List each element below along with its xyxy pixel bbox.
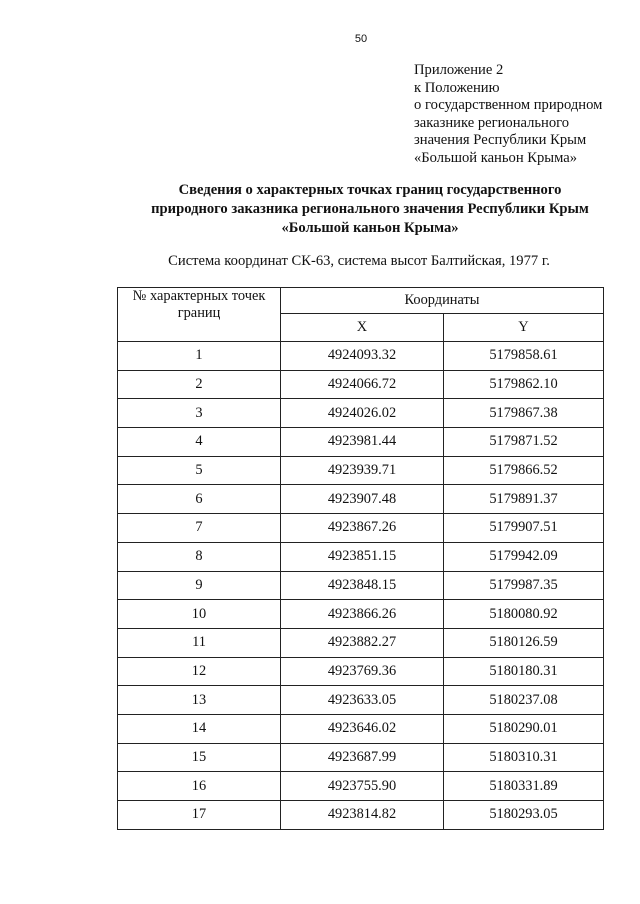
x-coordinate-cell: 4924066.72 bbox=[281, 370, 444, 399]
y-coordinate-cell: 5179942.09 bbox=[444, 542, 604, 571]
header-y: Y bbox=[444, 314, 604, 342]
y-coordinate-cell: 5179862.10 bbox=[444, 370, 604, 399]
point-number-cell: 7 bbox=[118, 514, 281, 543]
annex-block bbox=[414, 62, 634, 168]
title-line: природного заказника регионального значения Республики Крым bbox=[151, 201, 589, 217]
x-coordinate-cell: 4923851.15 bbox=[281, 542, 444, 571]
x-coordinate-cell: 4923646.02 bbox=[281, 714, 444, 743]
table-row bbox=[118, 628, 604, 657]
point-number-cell: 10 bbox=[118, 600, 281, 629]
point-number-cell: 4 bbox=[118, 428, 281, 457]
point-number-cell: 1 bbox=[118, 342, 281, 371]
point-number-cell: 6 bbox=[118, 485, 281, 514]
y-coordinate-cell: 5180293.05 bbox=[444, 801, 604, 830]
x-coordinate-cell: 4923866.26 bbox=[281, 600, 444, 629]
x-coordinate-cell: 4924093.32 bbox=[281, 342, 444, 371]
x-coordinate-cell: 4923867.26 bbox=[281, 514, 444, 543]
annex-line: «Большой каньон Крыма» bbox=[414, 149, 578, 166]
title-line: «Большой каньон Крыма» bbox=[281, 220, 459, 236]
table-row bbox=[118, 600, 604, 629]
x-coordinate-cell: 4923633.05 bbox=[281, 686, 444, 715]
point-number-cell: 14 bbox=[118, 714, 281, 743]
table-row bbox=[118, 686, 604, 715]
point-number-cell: 15 bbox=[118, 743, 281, 772]
table-row bbox=[118, 342, 604, 371]
y-coordinate-cell: 5179891.37 bbox=[444, 485, 604, 514]
header-point-number: № характерных точек границ bbox=[118, 288, 281, 342]
y-coordinate-cell: 5179987.35 bbox=[444, 571, 604, 600]
table-row bbox=[118, 542, 604, 571]
table-row bbox=[118, 485, 604, 514]
x-coordinate-cell: 4923755.90 bbox=[281, 772, 444, 801]
y-coordinate-cell: 5179907.51 bbox=[444, 514, 604, 543]
x-coordinate-cell: 4924026.02 bbox=[281, 399, 444, 428]
point-number-cell: 12 bbox=[118, 657, 281, 686]
y-coordinate-cell: 5180080.92 bbox=[444, 600, 604, 629]
annex-line: Приложение 2 bbox=[414, 62, 504, 78]
table-row bbox=[118, 657, 604, 686]
point-number-cell: 11 bbox=[118, 628, 281, 657]
x-coordinate-cell: 4923687.99 bbox=[281, 743, 444, 772]
x-coordinate-cell: 4923882.27 bbox=[281, 628, 444, 657]
table-row bbox=[118, 571, 604, 600]
y-coordinate-cell: 5179867.38 bbox=[444, 399, 604, 428]
table-row bbox=[118, 801, 604, 830]
table-row bbox=[118, 456, 604, 485]
table-row bbox=[118, 399, 604, 428]
header-x: X bbox=[281, 314, 444, 342]
point-number-cell: 9 bbox=[118, 571, 281, 600]
table-row bbox=[118, 714, 604, 743]
x-coordinate-cell: 4923907.48 bbox=[281, 485, 444, 514]
y-coordinate-cell: 5180331.89 bbox=[444, 772, 604, 801]
coordinates-table bbox=[117, 287, 604, 830]
x-coordinate-cell: 4923848.15 bbox=[281, 571, 444, 600]
y-coordinate-cell: 5180310.31 bbox=[444, 743, 604, 772]
x-coordinate-cell: 4923939.71 bbox=[281, 456, 444, 485]
table-body bbox=[118, 342, 604, 830]
y-coordinate-cell: 5179871.52 bbox=[444, 428, 604, 457]
y-coordinate-cell: 5179866.52 bbox=[444, 456, 604, 485]
point-number-cell: 3 bbox=[118, 399, 281, 428]
point-number-cell: 8 bbox=[118, 542, 281, 571]
y-coordinate-cell: 5180126.59 bbox=[444, 628, 604, 657]
table-row bbox=[118, 772, 604, 801]
table-row bbox=[118, 514, 604, 543]
point-number-cell: 13 bbox=[118, 686, 281, 715]
x-coordinate-cell: 4923814.82 bbox=[281, 801, 444, 830]
coordinate-system-note: Система координат СК-63, система высот Балтийская, 1977 г. bbox=[168, 253, 550, 269]
table-row bbox=[118, 428, 604, 457]
x-coordinate-cell: 4923769.36 bbox=[281, 657, 444, 686]
annex-line: к Положению bbox=[414, 79, 500, 96]
annex-line: о государственном природном bbox=[414, 97, 603, 114]
table-row bbox=[118, 370, 604, 399]
y-coordinate-cell: 5180180.31 bbox=[444, 657, 604, 686]
document-title bbox=[0, 181, 640, 238]
point-number-cell: 5 bbox=[118, 456, 281, 485]
header-coordinates: Координаты bbox=[281, 288, 604, 314]
x-coordinate-cell: 4923981.44 bbox=[281, 428, 444, 457]
page-number: 50 bbox=[354, 33, 368, 45]
point-number-cell: 17 bbox=[118, 801, 281, 830]
title-line: Сведения о характерных точках границ государственного bbox=[178, 182, 562, 198]
y-coordinate-cell: 5179858.61 bbox=[444, 342, 604, 371]
annex-line: значения Республики Крым bbox=[414, 132, 587, 149]
point-number-cell: 16 bbox=[118, 772, 281, 801]
annex-line: заказнике регионального bbox=[414, 114, 570, 131]
table-row bbox=[118, 743, 604, 772]
point-number-cell: 2 bbox=[118, 370, 281, 399]
y-coordinate-cell: 5180237.08 bbox=[444, 686, 604, 715]
y-coordinate-cell: 5180290.01 bbox=[444, 714, 604, 743]
